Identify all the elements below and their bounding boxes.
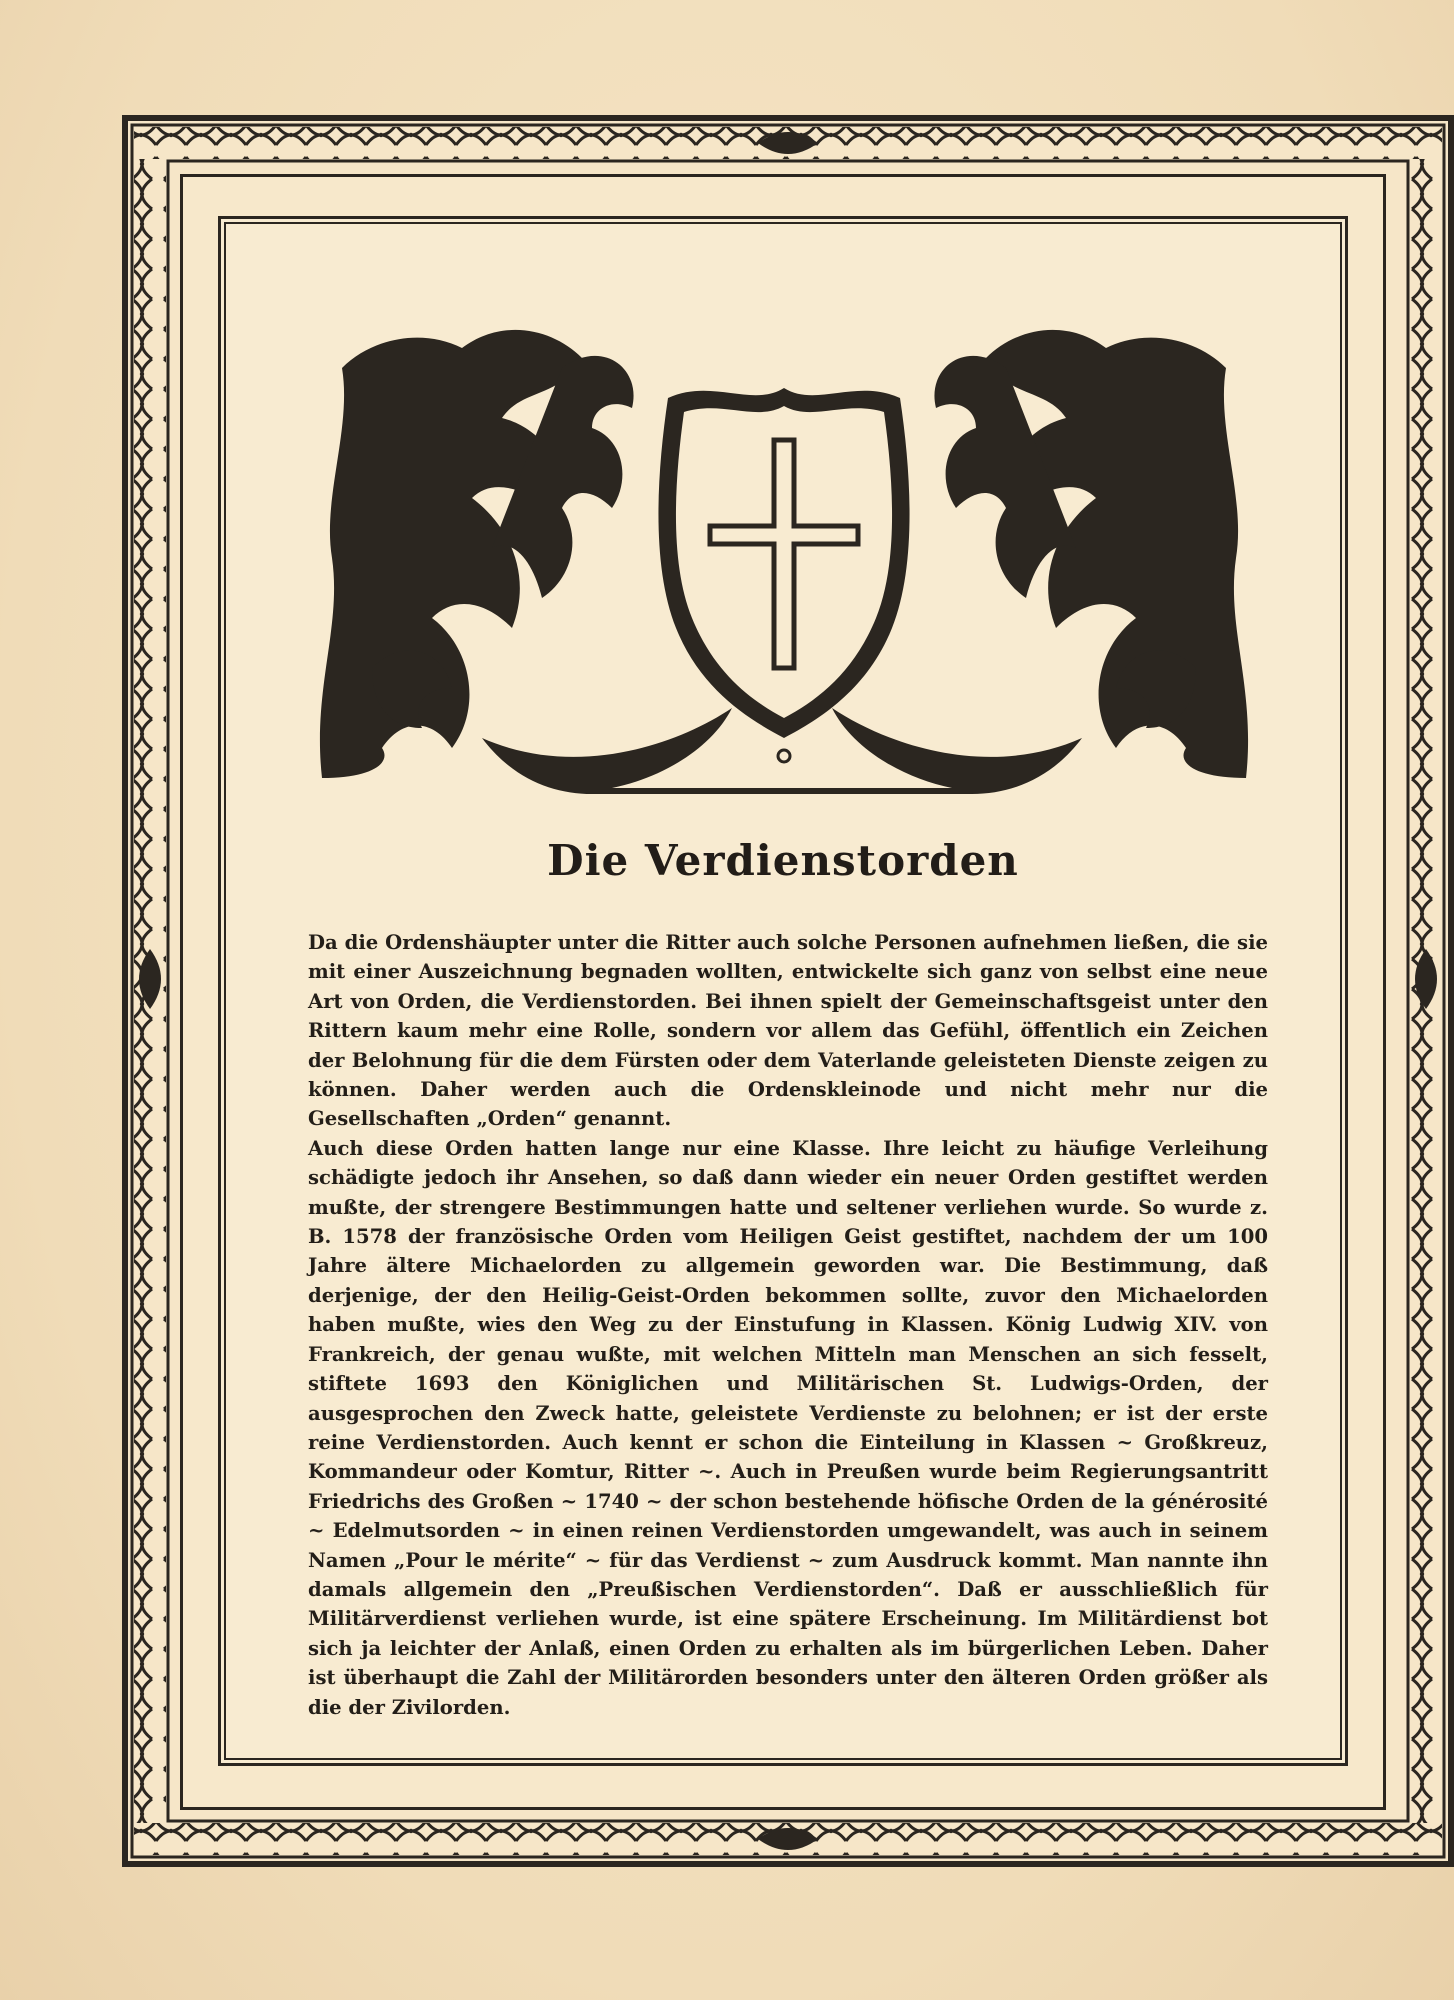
body-text — [308, 928, 1268, 1722]
shield-with-cross-icon — [312, 308, 1256, 794]
paragraph-2: Auch diese Orden hatten lange nur eine Klasse. Ihre leicht zu häufige Verleihung schädigte jedoch ihr Ansehen, so daß dann wieder ein neuer Orden gestiftet werden mußte, der strengere Bestimmungen hatte und seltener verliehen wurde. So wurde z. B. 1578 der französische Orden vom Heiligen Geist gestiftet, nachdem der um 100 Jahre ältere Michaelorden zu allgemein geworden war. Die Bestimmung, daß derjenige, der den Heilig-Geist-Orden bekommen sollte, zuvor den Michaelorden haben mußte, wies den Weg zu der Einstufung in Klassen. König Ludwig XIV. von Frankreich, der genau wußte, mit welchen Mitteln man Menschen an sich fesselt, stiftete 1693 den Königlichen und Militärischen St. Ludwigs-Orden, der ausgesprochen den Zweck hatte, geleistete Verdienste zu belohnen; er ist der erste reine Verdienstorden. Auch kennt er schon die Einteilung in Klassen ~ Großkreuz, Kommandeur oder Komtur, Ritter ~. Auch in Preußen wurde beim Regierungsantritt Friedrichs des Großen ~ 1740 ~ der schon bestehende höfische Orden de la générosité ~ Edelmutsorden ~ in einen reinen Verdienstorden umgewandelt, was auch in seinem Namen „Pour le mérite“ ~ für das Verdienst ~ zum Ausdruck kommt. Man nannte ihn damals allgemein den „Preußischen Verdienstorden“. Daß er ausschließlich für Militärverdienst verliehen wurde, ist eine spätere Erscheinung. Im Militärdienst bot sich ja leichter der Anlaß, einen Orden zu erhalten als im bürgerlichen Leben. Daher ist überhaupt die Zahl der Militärorden besonders unter den älteren Orden größer als die der Zivilorden. — [308, 1136, 1268, 1719]
page-title: Die Verdienstorden — [547, 836, 1019, 885]
paragraph-1: Da die Ordenshäupter unter die Ritter auch solche Personen aufnehmen ließen, die sie mit einer Auszeichnung begnaden wollten, entwickelte sich ganz von selbst eine neue Art von Orden, die Verdienstorden. Bei ihnen spielt der Gemeinschaftsgeist unter den Rittern kaum mehr eine Rolle, sondern vor allem das Gefühl, öffentlich ein Zeichen der Belohnung für die dem Fürsten oder dem Vaterlande geleisteten Dienste zeigen zu können. Daher werden auch die Ordenskleinode und nicht mehr nur die Gesellschaften „Orden“ genannt. — [308, 931, 1268, 1131]
